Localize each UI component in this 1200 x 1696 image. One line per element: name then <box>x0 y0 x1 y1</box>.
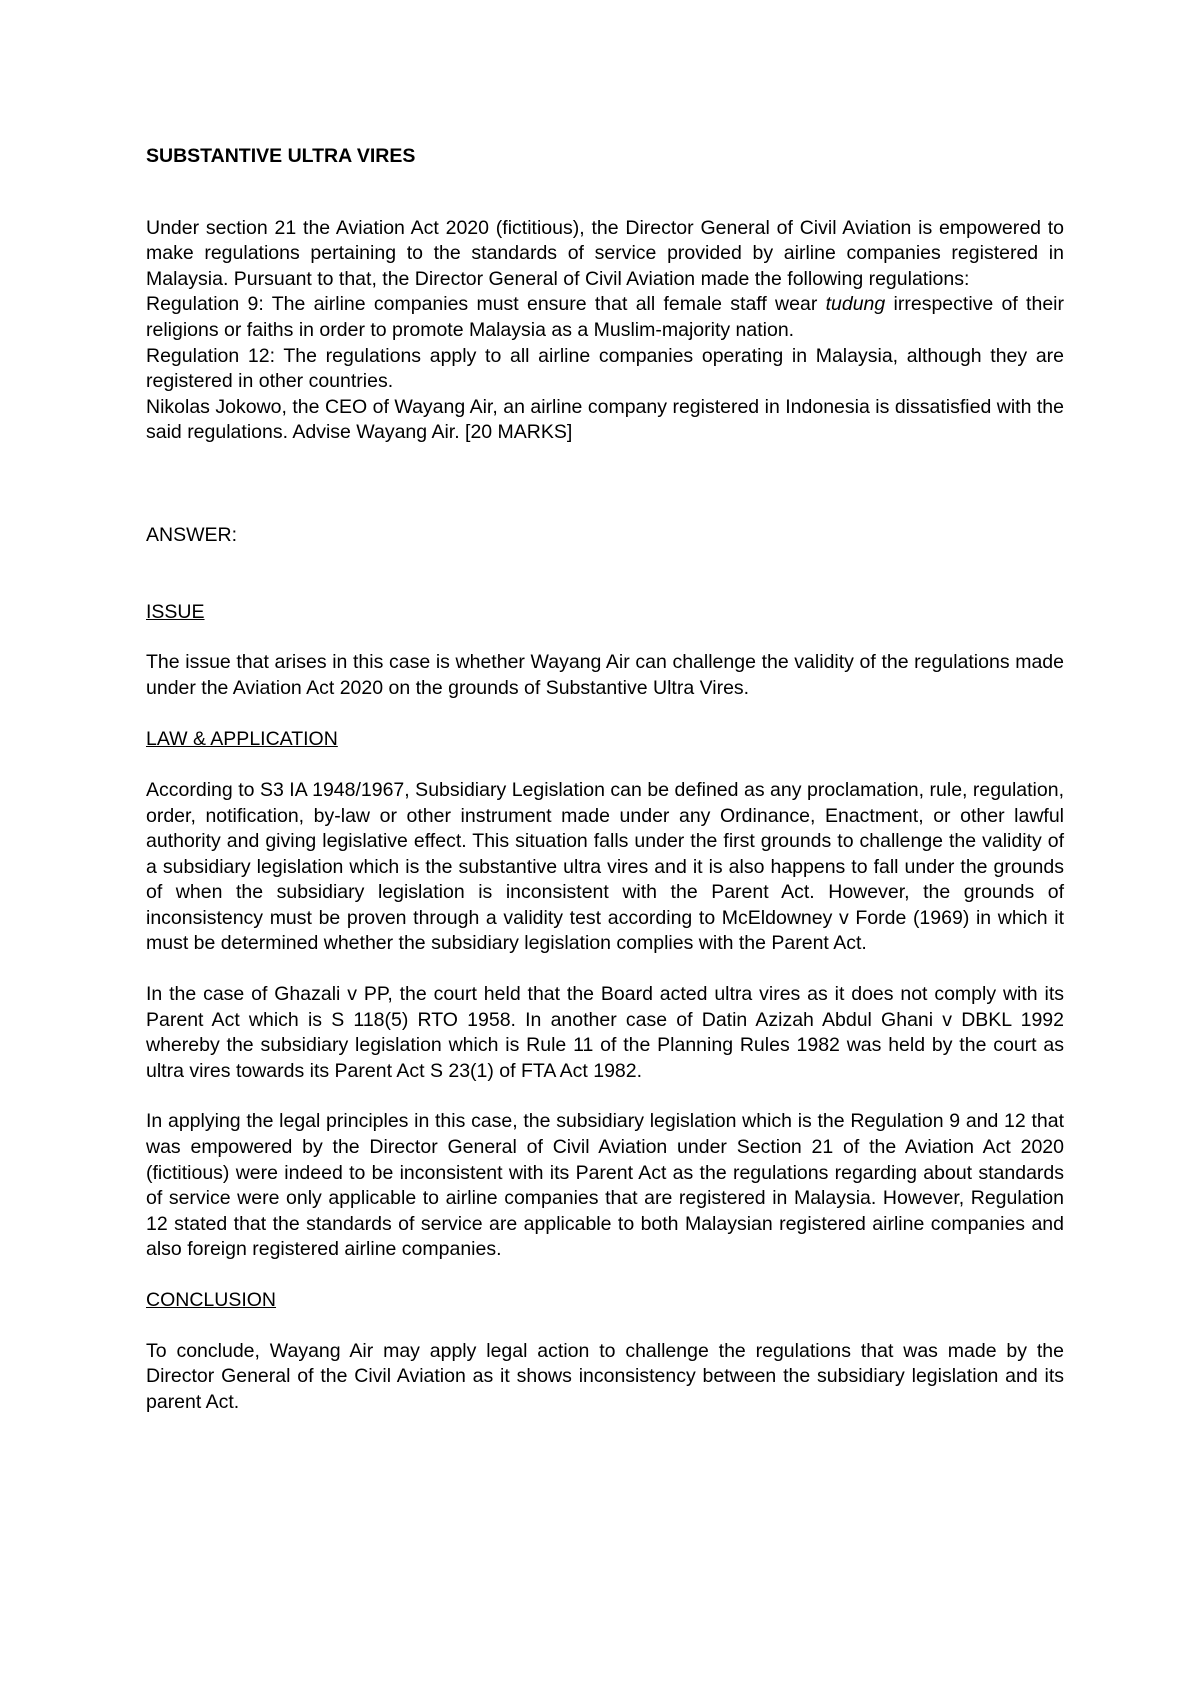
question-section <box>146 216 1064 446</box>
issue-heading: ISSUE <box>146 600 205 623</box>
regulation-9-text-end: irrespective of their religions or faiths in order to promote Malaysia as a Muslim-majority nation. <box>146 293 1064 341</box>
issue-text: The issue that arises in this case is whether Wayang Air can challenge the validity of the regulations made under the Aviation Act 2020 on the grounds of Substantive Ultra Vires. <box>146 651 1064 699</box>
question-facts: Nikolas Jokowo, the CEO of Wayang Air, an airline company registered in Indonesia is dissatisfied with the said regulations. Advise Wayang Air. [20 MARKS] <box>146 395 1064 444</box>
question-intro: Under section 21 the Aviation Act 2020 (fictitious), the Director General of Civil Aviation is empowered to make regulations pertaining to the standards of service provided by airline companies registered in Malaysia. Pursuant to that, the Director General of Civil Aviation made the following regulations: <box>146 216 1064 290</box>
regulation-9-text-start: Regulation 9: The airline companies must ensure that all female staff wear <box>146 293 826 316</box>
law-application-heading: LAW & APPLICATION <box>146 728 338 751</box>
conclusion-text: To conclude, Wayang Air may apply legal action to challenge the regulations that was made by the Director General of the Civil Aviation as it shows inconsistency between the subsidiary legislation and its parent Act. <box>146 1339 1064 1413</box>
answer-label: ANSWER: <box>146 523 238 546</box>
regulation-9 <box>146 292 1064 343</box>
document-title: SUBSTANTIVE ULTRA VIRES <box>146 145 416 167</box>
conclusion-heading: CONCLUSION <box>146 1289 277 1311</box>
regulation-9-italic-term: tudung <box>825 293 886 316</box>
regulation-12: Regulation 12: The regulations apply to all airline companies operating in Malaysia, although they are registered in other countries. <box>146 344 1064 393</box>
law-paragraph-1: According to S3 IA 1948/1967, Subsidiary Legislation can be defined as any proclamation, rule, regulation, order, notification, by-law or other instrument made under any Ordinance, Enactment, or other lawful authority and giving legislative effect. This situation falls under the first grounds to challenge the validity of a subsidiary legislation which is the substantive ultra vires and it is also happens to fall under the grounds of when the subsidiary legislation is inconsistent with the Parent Act. However, the grounds of inconsistency must be proven through a validity test according to McEldowney v Forde (1969) in which it must be determined whether the subsidiary legislation complies with the Parent Act. <box>146 778 1064 955</box>
law-paragraph-3: In applying the legal principles in this case, the subsidiary legislation which is the Regulation 9 and 12 that was empowered by the Director General of Civil Aviation under Section 21 of the Aviation Act 2020 (fictitious) were indeed to be inconsistent with its Parent Act as the regulations regarding about standards of service were only applicable to airline companies that are registered in Malaysia. However, Regulation 12 stated that the standards of service are applicable to both Malaysian registered airline companies and also foreign registered airline companies. <box>146 1110 1064 1261</box>
document-page <box>146 144 1064 1415</box>
law-paragraph-2: In the case of Ghazali v PP, the court held that the Board acted ultra vires as it does not comply with its Parent Act which is S 118(5) RTO 1958. In another case of Datin Azizah Abdul Ghani v DBKL 1992 whereby the subsidiary legislation which is Rule 11 of the Planning Rules 1982 was held by the court as ultra vires towards its Parent Act S 23(1) of FTA Act 1982. <box>146 983 1064 1082</box>
